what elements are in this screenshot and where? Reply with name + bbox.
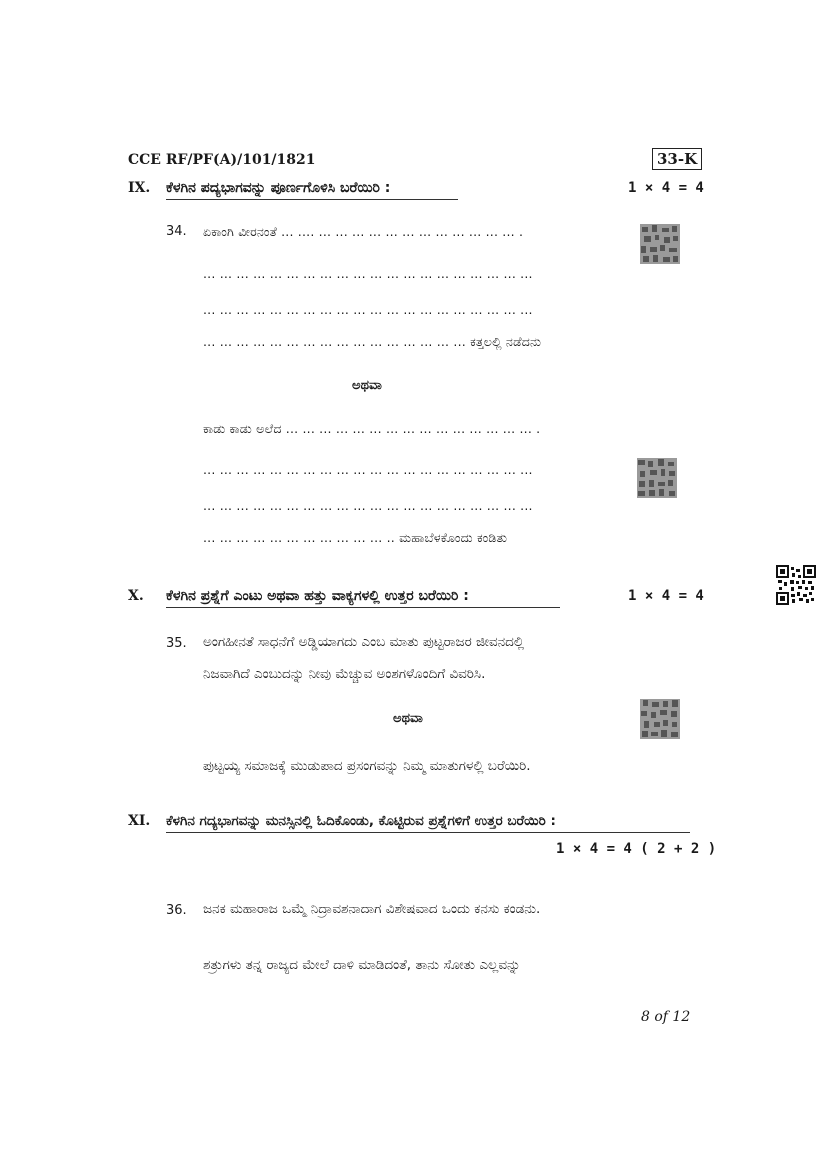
page-number: 8 of 12 — [641, 1009, 691, 1025]
question-36-number: 36. — [166, 903, 187, 918]
question-34-number: 34. — [166, 224, 187, 239]
or-separator-35: ಅಥವಾ — [393, 711, 423, 726]
section-x-number: X. — [128, 588, 144, 604]
or-separator-34: ಅಥವಾ — [352, 378, 382, 393]
qr-code-icon — [640, 699, 680, 739]
section-ix-marks: 1 × 4 = 4 — [628, 180, 704, 196]
question-34-line-3: ... ... ... ... ... ... ... ... ... ... ... ... ... ... ... ... ... ... ... ... — [203, 302, 533, 317]
question-34-alt-line-1: ಕಾಡು ಕಾಡು ಅಲೆದ ... ... ... ... ... ... ... ... ... ... ... ... ... ... ... . — [203, 421, 541, 436]
question-35-line-1: ಅಂಗಹೀನತೆ ಸಾಧನೆಗೆ ಅಡ್ಡಿಯಾಗದು ಎಂಬ ಮಾತು ಪುಟ್ಟರಾಜರ ಜೀವನದಲ್ಲಿ — [203, 634, 525, 650]
paper-code: CCE RF/PF(A)/101/1821 — [128, 152, 316, 168]
section-x-marks: 1 × 4 = 4 — [628, 588, 704, 604]
question-34-line-2: ... ... ... ... ... ... ... ... ... ... ... ... ... ... ... ... ... ... ... ... — [203, 266, 533, 281]
section-ix-number: IX. — [128, 180, 151, 196]
qr-code-icon — [640, 224, 680, 264]
section-x-title: ಕೆಳಗಿನ ಪ್ರಶ್ನೆಗೆ ಎಂಟು ಅಥವಾ ಹತ್ತು ವಾಕ್ಯಗಳಲ್ಲಿ ಉತ್ತರ ಬರೆಯಿರಿ : — [166, 588, 560, 608]
section-xi-title: ಕೆಳಗಿನ ಗದ್ಯಭಾಗವನ್ನು ಮನಸ್ಸಿನಲ್ಲಿ ಓದಿಕೊಂಡು, ಕೊಟ್ಟಿರುವ ಪ್ರಶ್ನೆಗಳಿಗೆ ಉತ್ತರ ಬರೆಯಿರಿ : — [166, 813, 690, 833]
qr-code-icon — [637, 458, 677, 498]
question-34-line-1: ಏಕಾಂಗಿ ವೀರನಂತೆ ... .... ... ... ... ... ... ... ... ... ... ... ... ... . — [203, 224, 524, 239]
section-xi-marks: 1 × 4 = 4 ( 2 + 2 ) — [556, 841, 717, 857]
question-34-line-4: ... ... ... ... ... ... ... ... ... ... ... ... ... ... ... ... ಕತ್ತಲಲ್ಲಿ ನಡೆದನು — [203, 334, 542, 349]
section-ix-title: ಕೆಳಗಿನ ಪದ್ಯಭಾಗವನ್ನು ಪೂರ್ಣಗೊಳಿಸಿ ಬರೆಯಿರಿ : — [166, 180, 458, 200]
question-34-alt-line-3: ... ... ... ... ... ... ... ... ... ... ... ... ... ... ... ... ... ... ... ... — [203, 498, 533, 513]
question-35-number: 35. — [166, 636, 187, 651]
question-34-alt-line-4: ... ... ... ... ... ... ... ... ... ... ... .. ಮಹಾಬೆಳಕೊಂದು ಕಂಡಿತು — [203, 530, 508, 545]
subject-code-badge: 33-K — [652, 148, 702, 170]
question-35-alt-line-1: ಪುಟ್ಟಯ್ಯ ಸಮಾಜಕ್ಕೆ ಮುಡುಪಾದ ಪ್ರಸಂಗವನ್ನು ನಿಮ್ಮ ಮಾತುಗಳಲ್ಲಿ ಬರೆಯಿರಿ. — [203, 758, 531, 774]
question-36-line-2: ಶತ್ರುಗಳು ತನ್ನ ರಾಜ್ಯದ ಮೇಲೆ ದಾಳಿ ಮಾಡಿದಂತೆ, ತಾನು ಸೋತು ಎಲ್ಲವನ್ನು — [203, 957, 521, 973]
section-xi-number: XI. — [128, 813, 151, 829]
question-35-line-2: ನಿಜವಾಗಿದೆ ಎಂಬುದನ್ನು ನೀವು ಮೆಚ್ಚುವ ಅಂಶಗಳೊಂದಿಗೆ ವಿವರಿಸಿ. — [203, 666, 486, 682]
question-36-line-1: ಜನಕ ಮಹಾರಾಜ ಒಮ್ಮೆ ನಿದ್ರಾವಶನಾದಾಗ ವಿಶೇಷವಾದ ಒಂದು ಕನಸು ಕಂಡನು. — [203, 901, 541, 917]
qr-code-icon — [776, 565, 816, 605]
question-34-alt-line-2: ... ... ... ... ... ... ... ... ... ... ... ... ... ... ... ... ... ... ... ... — [203, 462, 533, 477]
